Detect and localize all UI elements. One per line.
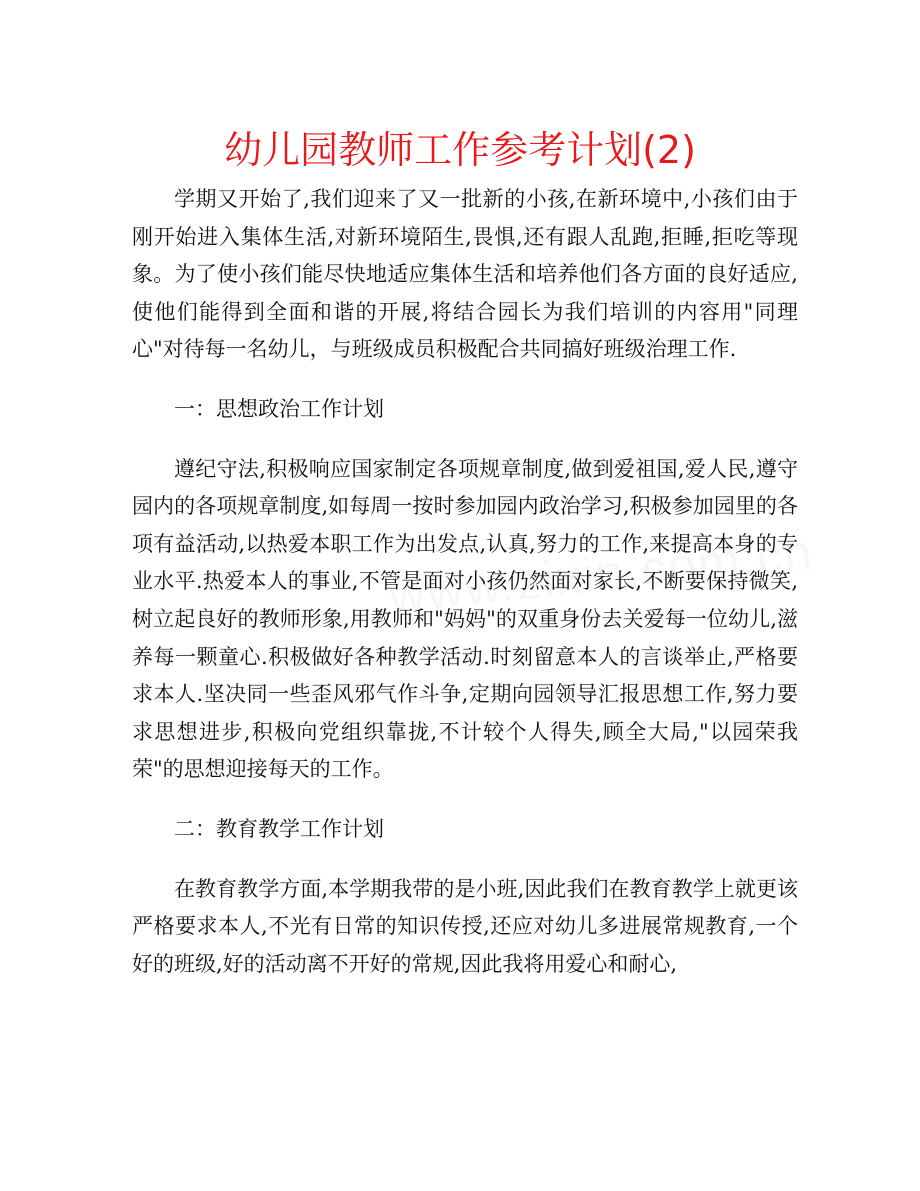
intro-paragraph: 学期又开始了,我们迎来了又一批新的小孩,在新环境中,小孩们由于刚开始进入集体生活,对新环境陌生,畏惧,还有跟人乱跑,拒睡,拒吃等现象。为了使小孩们能尽快地适应集体生活和培养他们各方面的良好适应,使他们能得到全面和谐的开展,将结合园长为我们培训的内容用"同理心"对待每一名幼儿，与班级成员积极配合共同搞好班级治理工作. (132, 187, 798, 362)
teaching-paragraph: 在教育教学方面,本学期我带的是小班,因此我们在教育教学上就更该严格要求本人,不光有日常的知识传授,还应对幼儿多进展常规教育,一个好的班级,好的活动离不开好的常规,因此我将用爱心和耐心, (132, 876, 798, 976)
political-paragraph: 遵纪守法,积极响应国家制定各项规章制度,做到爱祖国,爱人民,遵守园内的各项规章制度,如每周一按时参加园内政治学习,积极参加园里的各项有益活动,以热爱本职工作为出发点,认真,努力的工作,来提高本身的专业水平.热爱本人的事业,不管是面对小孩仍然面对家长,不断要保持微笑,树立起良好的教师形象,用教师和"妈妈"的双重身份去关爱每一位幼儿,滋养每一颗童心.积极做好各种教学活动.时刻留意本人的言谈举止,严格要求本人.坚决同一些歪风邪气作斗争,定期向园领导汇报思想工作,努力要求思想进步,积极向党组织靠拢,不计较个人得失,顾全大局,"以园荣我荣"的思想迎接每天的工作。 (132, 456, 798, 782)
section-heading-political: 一：思想政治工作计划 (174, 396, 384, 421)
document-body (132, 181, 798, 983)
document-title: 幼儿园教师工作参考计划(2) (224, 128, 696, 172)
section-heading-teaching: 二：教育教学工作计划 (174, 816, 384, 841)
